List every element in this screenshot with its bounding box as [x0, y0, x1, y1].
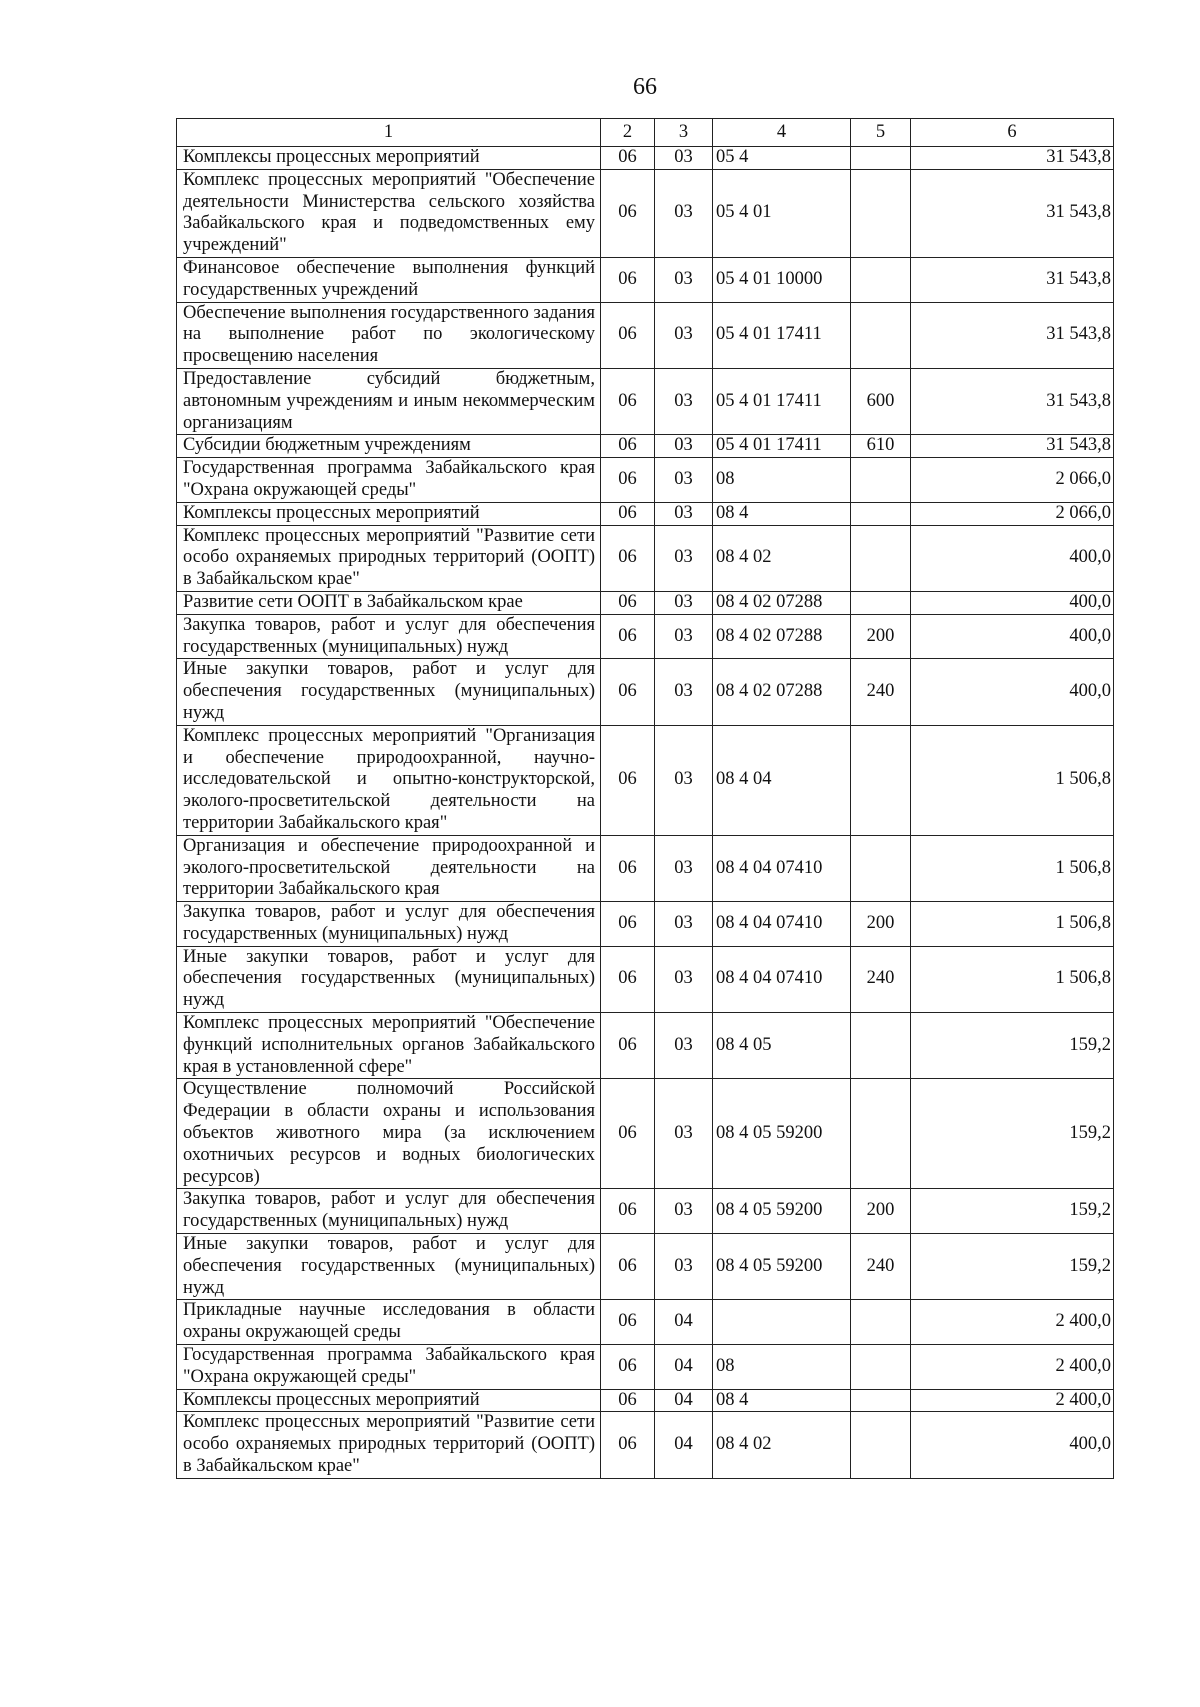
row-target-code	[713, 1300, 851, 1345]
row-section-code: 06	[601, 435, 655, 458]
row-expense-type	[851, 1079, 911, 1189]
row-subsection-code: 03	[655, 591, 713, 614]
row-expense-type	[851, 1412, 911, 1478]
row-target-code: 08 4 04 07410	[713, 902, 851, 947]
row-section-code: 06	[601, 1345, 655, 1390]
table-row	[177, 302, 1114, 368]
row-name: Организация и обеспечение природоохранной и эколого-просветительской деятельности на территории Забайкальского края	[177, 835, 601, 901]
row-target-code: 08	[713, 458, 851, 503]
table-row	[177, 1412, 1114, 1478]
row-name: Развитие сети ООПТ в Забайкальском крае	[177, 591, 601, 614]
row-expense-type	[851, 302, 911, 368]
table-row	[177, 725, 1114, 835]
row-section-code: 06	[601, 368, 655, 434]
row-section-code: 06	[601, 458, 655, 503]
row-name: Иные закупки товаров, работ и услуг для обеспечения государственных (муниципальных) нужд	[177, 946, 601, 1012]
row-amount: 1 506,8	[911, 725, 1114, 835]
row-expense-type	[851, 458, 911, 503]
row-subsection-code: 03	[655, 368, 713, 434]
row-subsection-code: 03	[655, 302, 713, 368]
row-subsection-code: 04	[655, 1389, 713, 1412]
row-section-code: 06	[601, 1389, 655, 1412]
table-row	[177, 1013, 1114, 1079]
column-header-target-code: 4	[713, 119, 851, 147]
row-amount: 159,2	[911, 1079, 1114, 1189]
row-section-code: 06	[601, 835, 655, 901]
row-section-code: 06	[601, 1412, 655, 1478]
row-subsection-code: 03	[655, 1013, 713, 1079]
row-subsection-code: 03	[655, 257, 713, 302]
row-name: Комплексы процессных мероприятий	[177, 1389, 601, 1412]
row-subsection-code: 03	[655, 835, 713, 901]
row-expense-type	[851, 169, 911, 257]
row-section-code: 06	[601, 1079, 655, 1189]
row-section-code: 06	[601, 1189, 655, 1234]
table-row	[177, 1389, 1114, 1412]
row-name: Иные закупки товаров, работ и услуг для обеспечения государственных (муниципальных) нужд	[177, 659, 601, 725]
row-subsection-code: 03	[655, 147, 713, 170]
row-amount: 400,0	[911, 1412, 1114, 1478]
row-subsection-code: 03	[655, 525, 713, 591]
row-expense-type	[851, 525, 911, 591]
row-section-code: 06	[601, 1013, 655, 1079]
row-name: Обеспечение выполнения государственного задания на выполнение работ по экологическому просвещению населения	[177, 302, 601, 368]
column-header-amount: 6	[911, 119, 1114, 147]
row-target-code: 05 4 01	[713, 169, 851, 257]
row-name: Осуществление полномочий Российской Федерации в области охраны и использования объектов животного мира (за исключением охотничьих ресурсов и водных биологических ресурсов)	[177, 1079, 601, 1189]
row-name: Закупка товаров, работ и услуг для обеспечения государственных (муниципальных) нужд	[177, 1189, 601, 1234]
row-subsection-code: 03	[655, 946, 713, 1012]
table-row	[177, 1234, 1114, 1300]
row-name: Закупка товаров, работ и услуг для обеспечения государственных (муниципальных) нужд	[177, 614, 601, 659]
row-expense-type	[851, 502, 911, 525]
table-row	[177, 835, 1114, 901]
table-row	[177, 147, 1114, 170]
table-header-row	[177, 119, 1114, 147]
row-name: Предоставление субсидий бюджетным, автономным учреждениям и иным некоммерческим организациям	[177, 368, 601, 434]
row-expense-type: 240	[851, 659, 911, 725]
row-expense-type: 200	[851, 614, 911, 659]
row-expense-type	[851, 591, 911, 614]
row-amount: 400,0	[911, 614, 1114, 659]
row-amount: 31 543,8	[911, 368, 1114, 434]
row-subsection-code: 03	[655, 502, 713, 525]
row-subsection-code: 04	[655, 1412, 713, 1478]
row-target-code: 08	[713, 1345, 851, 1390]
row-target-code: 08 4	[713, 502, 851, 525]
row-target-code: 05 4 01 10000	[713, 257, 851, 302]
row-amount: 1 506,8	[911, 835, 1114, 901]
row-section-code: 06	[601, 946, 655, 1012]
row-amount: 1 506,8	[911, 946, 1114, 1012]
row-name: Закупка товаров, работ и услуг для обеспечения государственных (муниципальных) нужд	[177, 902, 601, 947]
row-amount: 400,0	[911, 525, 1114, 591]
row-target-code: 05 4	[713, 147, 851, 170]
row-expense-type	[851, 1013, 911, 1079]
row-expense-type: 610	[851, 435, 911, 458]
table-row	[177, 502, 1114, 525]
row-target-code: 08 4 05 59200	[713, 1079, 851, 1189]
row-name: Иные закупки товаров, работ и услуг для обеспечения государственных (муниципальных) нужд	[177, 1234, 601, 1300]
row-target-code: 08 4 02 07288	[713, 659, 851, 725]
row-section-code: 06	[601, 169, 655, 257]
budget-table	[176, 118, 1114, 1479]
row-expense-type	[851, 147, 911, 170]
row-subsection-code: 03	[655, 614, 713, 659]
table-row	[177, 946, 1114, 1012]
table-row	[177, 169, 1114, 257]
table-row	[177, 1345, 1114, 1390]
row-amount: 159,2	[911, 1234, 1114, 1300]
table-row	[177, 368, 1114, 434]
row-name: Комплексы процессных мероприятий	[177, 502, 601, 525]
table-row	[177, 1300, 1114, 1345]
row-target-code: 08 4 02 07288	[713, 614, 851, 659]
row-name: Комплекс процессных мероприятий "Обеспечение функций исполнительных органов Забайкальского края в установленной сфере"	[177, 1013, 601, 1079]
row-amount: 31 543,8	[911, 257, 1114, 302]
row-name: Комплексы процессных мероприятий	[177, 147, 601, 170]
row-subsection-code: 03	[655, 725, 713, 835]
row-target-code: 08 4 04 07410	[713, 835, 851, 901]
row-section-code: 06	[601, 257, 655, 302]
row-expense-type	[851, 835, 911, 901]
row-expense-type	[851, 725, 911, 835]
row-expense-type	[851, 257, 911, 302]
row-amount: 2 066,0	[911, 458, 1114, 503]
row-amount: 159,2	[911, 1189, 1114, 1234]
row-subsection-code: 03	[655, 659, 713, 725]
row-target-code: 05 4 01 17411	[713, 302, 851, 368]
row-section-code: 06	[601, 614, 655, 659]
row-subsection-code: 03	[655, 435, 713, 458]
row-target-code: 08 4 02 07288	[713, 591, 851, 614]
row-amount: 31 543,8	[911, 302, 1114, 368]
row-target-code: 05 4 01 17411	[713, 368, 851, 434]
table-row	[177, 1189, 1114, 1234]
row-expense-type: 200	[851, 1189, 911, 1234]
row-section-code: 06	[601, 1300, 655, 1345]
row-section-code: 06	[601, 302, 655, 368]
row-amount: 2 400,0	[911, 1345, 1114, 1390]
row-subsection-code: 03	[655, 169, 713, 257]
row-expense-type: 200	[851, 902, 911, 947]
row-subsection-code: 04	[655, 1345, 713, 1390]
row-expense-type	[851, 1300, 911, 1345]
row-amount: 1 506,8	[911, 902, 1114, 947]
row-section-code: 06	[601, 1234, 655, 1300]
row-section-code: 06	[601, 725, 655, 835]
row-name: Комплекс процессных мероприятий "Организация и обеспечение природоохранной, научно-исследовательской и опытно-конструкторской, эколого-просветительской деятельности на территории Забайкальского края"	[177, 725, 601, 835]
row-amount: 31 543,8	[911, 435, 1114, 458]
row-subsection-code: 03	[655, 1189, 713, 1234]
row-target-code: 05 4 01 17411	[713, 435, 851, 458]
row-amount: 31 543,8	[911, 169, 1114, 257]
table-row	[177, 1079, 1114, 1189]
page-number: 66	[633, 74, 657, 100]
column-header-expense-type: 5	[851, 119, 911, 147]
row-expense-type: 240	[851, 946, 911, 1012]
row-subsection-code: 03	[655, 1079, 713, 1189]
row-name: Комплекс процессных мероприятий "Развитие сети особо охраняемых природных территорий (ООПТ) в Забайкальском крае"	[177, 525, 601, 591]
row-subsection-code: 03	[655, 1234, 713, 1300]
row-target-code: 08 4 02	[713, 1412, 851, 1478]
row-subsection-code: 03	[655, 902, 713, 947]
row-amount: 400,0	[911, 659, 1114, 725]
row-target-code: 08 4 05 59200	[713, 1189, 851, 1234]
row-expense-type: 240	[851, 1234, 911, 1300]
row-subsection-code: 03	[655, 458, 713, 503]
row-section-code: 06	[601, 659, 655, 725]
row-section-code: 06	[601, 502, 655, 525]
row-expense-type	[851, 1345, 911, 1390]
row-name: Комплекс процессных мероприятий "Обеспечение деятельности Министерства сельского хозяйства Забайкальского края и подведомственных ему учреждений"	[177, 169, 601, 257]
row-subsection-code: 04	[655, 1300, 713, 1345]
table-row	[177, 525, 1114, 591]
table-row	[177, 614, 1114, 659]
row-expense-type: 600	[851, 368, 911, 434]
row-target-code: 08 4 04 07410	[713, 946, 851, 1012]
row-name: Субсидии бюджетным учреждениям	[177, 435, 601, 458]
row-name: Государственная программа Забайкальского края "Охрана окружающей среды"	[177, 1345, 601, 1390]
row-section-code: 06	[601, 902, 655, 947]
row-target-code: 08 4 04	[713, 725, 851, 835]
row-section-code: 06	[601, 525, 655, 591]
row-name: Комплекс процессных мероприятий "Развитие сети особо охраняемых природных территорий (ООПТ) в Забайкальском крае"	[177, 1412, 601, 1478]
row-section-code: 06	[601, 591, 655, 614]
row-amount: 31 543,8	[911, 147, 1114, 170]
column-header-name: 1	[177, 119, 601, 147]
table-row	[177, 659, 1114, 725]
column-header-subsection: 3	[655, 119, 713, 147]
table-row	[177, 257, 1114, 302]
row-amount: 2 066,0	[911, 502, 1114, 525]
row-name: Прикладные научные исследования в области охраны окружающей среды	[177, 1300, 601, 1345]
row-target-code: 08 4	[713, 1389, 851, 1412]
row-name: Государственная программа Забайкальского края "Охрана окружающей среды"	[177, 458, 601, 503]
table-row	[177, 435, 1114, 458]
table-row	[177, 458, 1114, 503]
row-section-code: 06	[601, 147, 655, 170]
row-target-code: 08 4 02	[713, 525, 851, 591]
row-amount: 159,2	[911, 1013, 1114, 1079]
row-amount: 2 400,0	[911, 1300, 1114, 1345]
row-expense-type	[851, 1389, 911, 1412]
row-name: Финансовое обеспечение выполнения функций государственных учреждений	[177, 257, 601, 302]
column-header-section: 2	[601, 119, 655, 147]
row-amount: 2 400,0	[911, 1389, 1114, 1412]
row-target-code: 08 4 05	[713, 1013, 851, 1079]
table-row	[177, 902, 1114, 947]
row-target-code: 08 4 05 59200	[713, 1234, 851, 1300]
table-row	[177, 591, 1114, 614]
row-amount: 400,0	[911, 591, 1114, 614]
